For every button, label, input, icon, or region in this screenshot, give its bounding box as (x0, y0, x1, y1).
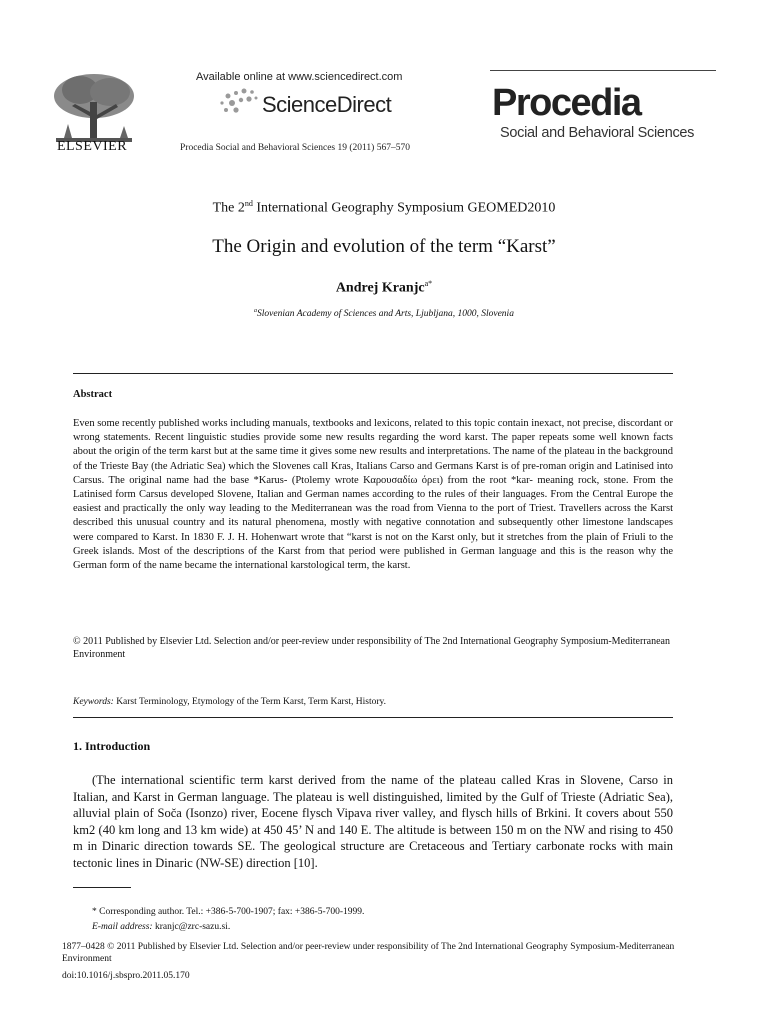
procedia-wordmark: Procedia (492, 82, 641, 124)
abstract-body: Even some recently published works including manuals, textbooks and lexicons, related to this topic contain inexact, not precise, discordant or wrong statements. Recent linguistic studies provide some new results regarding the word karst. The paper repeats some well known facts about the origin of the term karst but at the same time it gives some new results and interpretations. The name of the plateau in the background of the Trieste Bay (the Adriatic Sea) which the Slovenes call Kras, Italians Carso and Germans Karst is of pre-roman origin and Latinised into Carsus. The original name had the base *Karus- (Ptolemy wrote Καρουσαδίω όρει) from the root *kar- meaning rock, stone. From the Latinised form Carsus developed Slovene, Italian and German names according to the rules of their languages. From the Central Europe the easiest and practically the only way leading to the Mediterranean was the road from Vienna to the port of Triest. Travellers across the Karst described this unusual country and its natural phenomena, mostly with negative connotation and subsequently other limestone landscapes were compared to Karst. In 1830 F. J. H. Hohenwart wrote that “karst is not on the Karst only, but it stretches from the plain of Friuli to the Greek islands. Most of the descriptions of the Karst from that period were published in German language and this is the reason why the German form of the name became the international karstological term, the karst. (73, 418, 673, 572)
section-heading-introduction: 1. Introduction (73, 739, 151, 753)
footnote-rule (73, 887, 131, 888)
procedia-divider (490, 70, 716, 71)
available-online-text: Available online at www.sciencedirect.com (196, 71, 403, 83)
abstract-top-rule (73, 373, 673, 374)
paper-title: The Origin and evolution of the term “Karst” (212, 236, 556, 257)
abstract-bottom-rule (73, 717, 673, 718)
symposium-title: The 2nd International Geography Symposium GEOMED2010 (212, 199, 556, 216)
footnote-email: E-mail address: kranjc@zrc-sazu.si. (92, 922, 231, 932)
abstract-heading: Abstract (73, 389, 113, 400)
footnote-corresponding-author: * Corresponding author. Tel.: +386-5-700-1907; fax: +386-5-700-1999. (92, 907, 365, 917)
publisher-name: ELSEVIER (56, 139, 128, 154)
doi-line: doi:10.1016/j.sbspro.2011.05.170 (62, 971, 190, 981)
copyright-notice: © 2011 Published by Elsevier Ltd. Selection and/or peer-review under responsibility of The 2nd International Geography Symposium-Mediterranean Environment (73, 636, 670, 660)
keywords: Keywords: Karst Terminology, Etymology of the Term Karst, Term Karst, History. (73, 697, 387, 707)
introduction-paragraph: (The international scientific term karst derived from the name of the plateau called Kras in Slovene, Carso in Italian, and Karst in German language. The plateau is well distinguished, limited by the Gulf of Trieste (Adriatic Sea), alluvial plain of Soča (Isonzo) river, Eocene flysch Vipava river valley, and flysch hills of Brkini. It covers about 550 km2 (40 km long and 13 km wide) at 450 45’ N and 140 E. The altitude is between 150 m on the NW and rising to 450 m in Dinaric direction towards SE. The geological structure are Cretaceous and Tertiary carbonate rocks with main tectonic lines in Dinaric (NW-SE) direction [10]. (73, 773, 673, 870)
issn-copyright-line: 1877–0428 © 2011 Published by Elsevier Ltd. Selection and/or peer-review under responsibility of The 2nd International Geography Symposium-Mediterranean Environment (62, 942, 675, 964)
author-affiliation: $^a$Slovenian Academy of Sciences and Arts, Ljubljana, 1000, Slovenia (254, 308, 514, 320)
sciencedirect-wordmark: ScienceDirect (262, 92, 392, 117)
procedia-subtitle: Social and Behavioral Sciences (500, 125, 695, 141)
journal-reference: Procedia Social and Behavioral Sciences 19 (2011) 567–570 (180, 143, 410, 153)
author-name: Andrej Kranjc$^{a*}$ (335, 279, 433, 296)
